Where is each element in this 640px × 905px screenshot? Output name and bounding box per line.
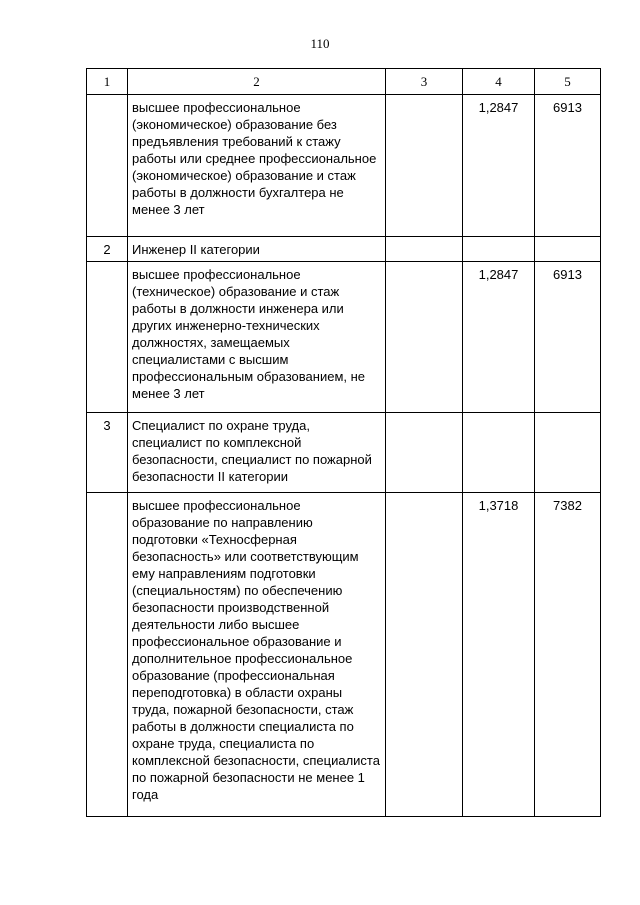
row-number xyxy=(87,262,128,413)
row-number xyxy=(87,95,128,237)
table-row xyxy=(87,237,601,262)
document-table xyxy=(86,68,601,817)
row-number: 2 xyxy=(87,237,128,262)
row-description: высшее профессиональное (техническое) образование и стаж работы в должности инженера или других инженерно-технических должностях, замещаемых специалистами с высшим профессиональным образованием, не менее 3 лет xyxy=(128,262,386,413)
row-salary xyxy=(535,413,601,493)
row-coefficient xyxy=(463,413,535,493)
table-row xyxy=(87,413,601,493)
header-col-3: 3 xyxy=(386,69,463,95)
table-row xyxy=(87,95,601,237)
row-description: высшее профессиональное (экономическое) образование без предъявления требований к стажу работы или среднее профессиональное (экономическое) образование и стаж работы в должности бухгалтера не менее 3 лет xyxy=(128,95,386,237)
row-coefficient: 1,2847 xyxy=(463,262,535,413)
row-col3 xyxy=(386,413,463,493)
row-description: высшее профессиональное образование по направлению подготовки «Техносферная безопасность» или соответствующим ему направлениям подготовки (специальностям) по обеспечению безопасности производственной деятельности либо высшее профессиональное образование и дополнительное профессиональное образование (профессиональная переподготовка) в области охраны труда, пожарной безопасности, стаж работы в должности специалиста по охране труда, специалиста по комплексной безопасности, специалиста по пожарной безопасности не менее 1 года xyxy=(128,493,386,817)
header-col-4: 4 xyxy=(463,69,535,95)
row-salary: 6913 xyxy=(535,95,601,237)
table-header-row xyxy=(87,69,601,95)
table-row xyxy=(87,493,601,817)
row-number xyxy=(87,493,128,817)
row-salary: 7382 xyxy=(535,493,601,817)
row-coefficient xyxy=(463,237,535,262)
header-col-5: 5 xyxy=(535,69,601,95)
row-col3 xyxy=(386,493,463,817)
row-salary: 6913 xyxy=(535,262,601,413)
row-col3 xyxy=(386,95,463,237)
row-description: Специалист по охране труда, специалист по комплексной безопасности, специалист по пожарной безопасности II категории xyxy=(128,413,386,493)
row-salary xyxy=(535,237,601,262)
header-col-1: 1 xyxy=(87,69,128,95)
row-coefficient: 1,3718 xyxy=(463,493,535,817)
page-number: 110 xyxy=(310,36,330,51)
row-number: 3 xyxy=(87,413,128,493)
row-col3 xyxy=(386,262,463,413)
table-row xyxy=(87,262,601,413)
header-col-2: 2 xyxy=(128,69,386,95)
row-coefficient: 1,2847 xyxy=(463,95,535,237)
row-col3 xyxy=(386,237,463,262)
row-description: Инженер II категории xyxy=(128,237,386,262)
